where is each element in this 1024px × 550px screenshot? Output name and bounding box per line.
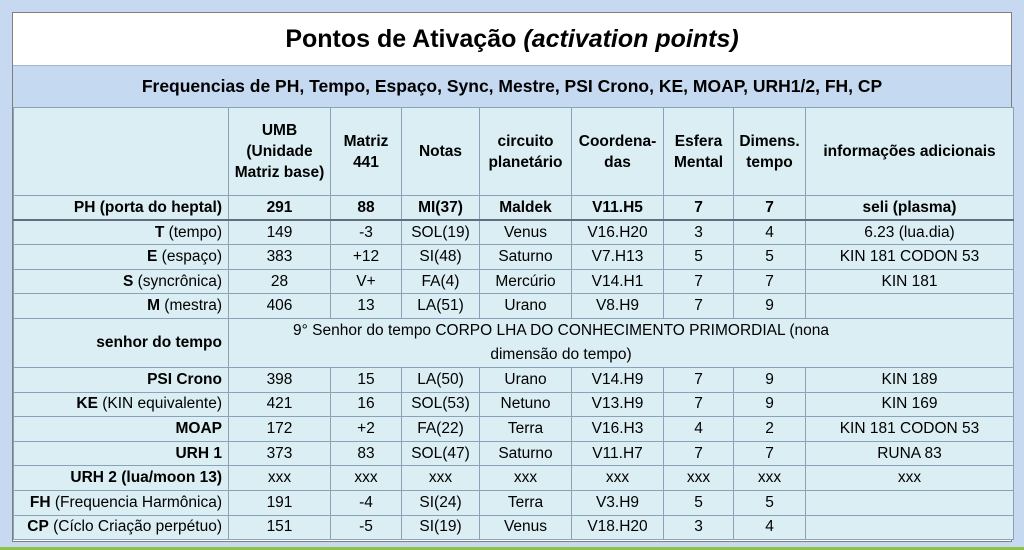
table-cell: seli (plasma) — [806, 196, 1014, 221]
table-cell: 16 — [331, 392, 402, 417]
table-cell: 7 — [734, 441, 806, 466]
row-label-rest: (KIN equivalente) — [97, 395, 222, 413]
merged-row-note: 9° Senhor do tempo CORPO LHA DO CONHECIMENTO PRIMORDIAL (nona dimensão do tempo) — [229, 318, 1014, 367]
table-cell: KIN 181 — [806, 269, 1014, 294]
table-cell: MI(37) — [402, 196, 480, 221]
table-cell: 3 — [664, 515, 734, 540]
header-dimens: Dimens. tempo — [734, 108, 806, 196]
row-label — [14, 417, 229, 442]
table-cell: V+ — [331, 269, 402, 294]
merged-row — [14, 318, 1014, 367]
row-label — [14, 196, 229, 221]
header-notas: Notas — [402, 108, 480, 196]
table-row — [14, 490, 1014, 515]
table-row — [14, 441, 1014, 466]
row-label — [14, 220, 229, 245]
table-cell: Maldek — [480, 196, 572, 221]
table-cell: V11.H7 — [572, 441, 664, 466]
table-cell: -3 — [331, 220, 402, 245]
table-cell: 13 — [331, 294, 402, 319]
table-cell: -4 — [331, 490, 402, 515]
header-matriz: Matriz 441 — [331, 108, 402, 196]
table-cell: 5 — [734, 490, 806, 515]
table-cell: 88 — [331, 196, 402, 221]
header-row — [14, 108, 1014, 196]
table-cell: V11.H5 — [572, 196, 664, 221]
table-row — [14, 294, 1014, 319]
table-cell — [806, 515, 1014, 540]
table-cell: SI(24) — [402, 490, 480, 515]
table-cell: V16.H3 — [572, 417, 664, 442]
table-cell: 6.23 (lua.dia) — [806, 220, 1014, 245]
table-cell: SI(19) — [402, 515, 480, 540]
header-umb: UMB (Unidade Matriz base) — [229, 108, 331, 196]
table-cell: Mercúrio — [480, 269, 572, 294]
table-cell: V8.H9 — [572, 294, 664, 319]
table-row — [14, 392, 1014, 417]
table-cell: RUNA 83 — [806, 441, 1014, 466]
table-cell: LA(51) — [402, 294, 480, 319]
table-cell: 151 — [229, 515, 331, 540]
header-circuito: circuito planetário — [480, 108, 572, 196]
table-cell: -5 — [331, 515, 402, 540]
row-label — [14, 466, 229, 491]
table-cell: Terra — [480, 417, 572, 442]
table-cell: 7 — [664, 392, 734, 417]
page-title — [13, 13, 1011, 65]
table-cell: Venus — [480, 515, 572, 540]
table-cell: 7 — [664, 294, 734, 319]
header-esfera: Esfera Mental — [664, 108, 734, 196]
row-label-bold: M — [147, 297, 160, 315]
row-label — [14, 294, 229, 319]
table-cell: 406 — [229, 294, 331, 319]
table-cell: xxx — [480, 466, 572, 491]
table-cell: 9 — [734, 294, 806, 319]
table-cell: KIN 189 — [806, 367, 1014, 392]
table-cell: V3.H9 — [572, 490, 664, 515]
row-label — [14, 515, 229, 540]
row-label — [14, 441, 229, 466]
activation-points-table-frame — [12, 12, 1012, 542]
table-cell: 7 — [664, 367, 734, 392]
row-label — [14, 245, 229, 270]
table-cell: Terra — [480, 490, 572, 515]
table-cell: Venus — [480, 220, 572, 245]
table-cell: 291 — [229, 196, 331, 221]
table-cell: 7 — [734, 269, 806, 294]
row-label-bold: T — [154, 223, 165, 241]
row-label-rest: (espaço) — [157, 247, 222, 265]
row-label-bold: KE — [76, 395, 98, 413]
title-main: Pontos de Ativação — [285, 24, 517, 53]
table-cell: 83 — [331, 441, 402, 466]
table-cell: Urano — [480, 367, 572, 392]
row-label-bold: URH 2 (lua/moon 13) — [70, 469, 222, 487]
row-label — [14, 367, 229, 392]
table-cell: 191 — [229, 490, 331, 515]
table-cell: SI(48) — [402, 245, 480, 270]
table-cell: xxx — [229, 466, 331, 491]
table-row — [14, 417, 1014, 442]
table-row — [14, 367, 1014, 392]
table-cell: 9 — [734, 392, 806, 417]
row-label-bold: PSI Crono — [147, 370, 222, 388]
row-label-bold: CP — [27, 518, 49, 536]
table-cell: xxx — [402, 466, 480, 491]
table-cell: Urano — [480, 294, 572, 319]
header-info: informações adicionais — [806, 108, 1014, 196]
table-cell: Saturno — [480, 441, 572, 466]
activation-points-table — [13, 107, 1014, 540]
table-cell: xxx — [331, 466, 402, 491]
table-cell: 28 — [229, 269, 331, 294]
table-cell: V18.H20 — [572, 515, 664, 540]
table-cell — [806, 490, 1014, 515]
table-cell: SOL(19) — [402, 220, 480, 245]
row-label-bold: E — [147, 247, 158, 265]
table-cell: V14.H9 — [572, 367, 664, 392]
table-cell: 9 — [734, 367, 806, 392]
table-cell: LA(50) — [402, 367, 480, 392]
table-cell: 172 — [229, 417, 331, 442]
table-cell: 373 — [229, 441, 331, 466]
table-cell: 149 — [229, 220, 331, 245]
table-row — [14, 515, 1014, 540]
table-cell: 5 — [734, 245, 806, 270]
table-cell: 2 — [734, 417, 806, 442]
table-cell: 15 — [331, 367, 402, 392]
table-row — [14, 220, 1014, 245]
table-row — [14, 196, 1014, 221]
row-label — [14, 392, 229, 417]
page-subtitle: Frequencias de PH, Tempo, Espaço, Sync, Mestre, PSI Crono, KE, MOAP, URH1/2, FH, CP — [13, 65, 1011, 107]
table-row — [14, 269, 1014, 294]
table-cell: FA(4) — [402, 269, 480, 294]
row-label-rest: (syncrônica) — [133, 272, 222, 290]
table-cell: V13.H9 — [572, 392, 664, 417]
table-cell: V14.H1 — [572, 269, 664, 294]
row-label-rest: (Frequencia Harmônica) — [50, 493, 222, 511]
row-label-rest: (tempo) — [164, 223, 222, 241]
table-cell: V7.H13 — [572, 245, 664, 270]
table-cell: xxx — [572, 466, 664, 491]
merged-row-label: senhor do tempo — [14, 318, 229, 367]
table-cell: KIN 181 CODON 53 — [806, 245, 1014, 270]
table-cell: 398 — [229, 367, 331, 392]
table-cell: KIN 169 — [806, 392, 1014, 417]
table-cell: Saturno — [480, 245, 572, 270]
table-cell: 7 — [664, 269, 734, 294]
table-cell: SOL(53) — [402, 392, 480, 417]
table-cell: 7 — [664, 196, 734, 221]
title-italic: (activation points) — [523, 24, 739, 53]
table-cell: 383 — [229, 245, 331, 270]
row-label-bold: FH — [29, 493, 51, 511]
table-cell: 7 — [734, 196, 806, 221]
table-cell: KIN 181 CODON 53 — [806, 417, 1014, 442]
table-cell: Netuno — [480, 392, 572, 417]
table-cell: 4 — [734, 515, 806, 540]
table-cell: FA(22) — [402, 417, 480, 442]
row-label-bold: URH 1 — [175, 444, 222, 462]
header-coordenadas: Coordena-das — [572, 108, 664, 196]
table-cell: 421 — [229, 392, 331, 417]
table-cell: 3 — [664, 220, 734, 245]
row-label-bold: S — [122, 272, 134, 290]
table-cell: 5 — [664, 245, 734, 270]
table-row — [14, 466, 1014, 491]
table-cell: xxx — [734, 466, 806, 491]
row-label-bold: MOAP — [175, 419, 222, 437]
table-cell: +12 — [331, 245, 402, 270]
row-label — [14, 269, 229, 294]
table-cell: xxx — [806, 466, 1014, 491]
table-cell — [806, 294, 1014, 319]
table-cell: xxx — [664, 466, 734, 491]
table-cell: V16.H20 — [572, 220, 664, 245]
row-label-rest: (mestra) — [160, 297, 222, 315]
table-cell: SOL(47) — [402, 441, 480, 466]
row-label-rest: (Cíclo Criação perpétuo) — [48, 518, 222, 536]
header-label — [14, 108, 229, 196]
table-cell: 5 — [664, 490, 734, 515]
table-cell: 7 — [664, 441, 734, 466]
table-row — [14, 245, 1014, 270]
row-label — [14, 490, 229, 515]
table-cell: 4 — [664, 417, 734, 442]
table-cell: 4 — [734, 220, 806, 245]
row-label-bold: PH (porta do heptal) — [73, 198, 222, 216]
table-cell: +2 — [331, 417, 402, 442]
